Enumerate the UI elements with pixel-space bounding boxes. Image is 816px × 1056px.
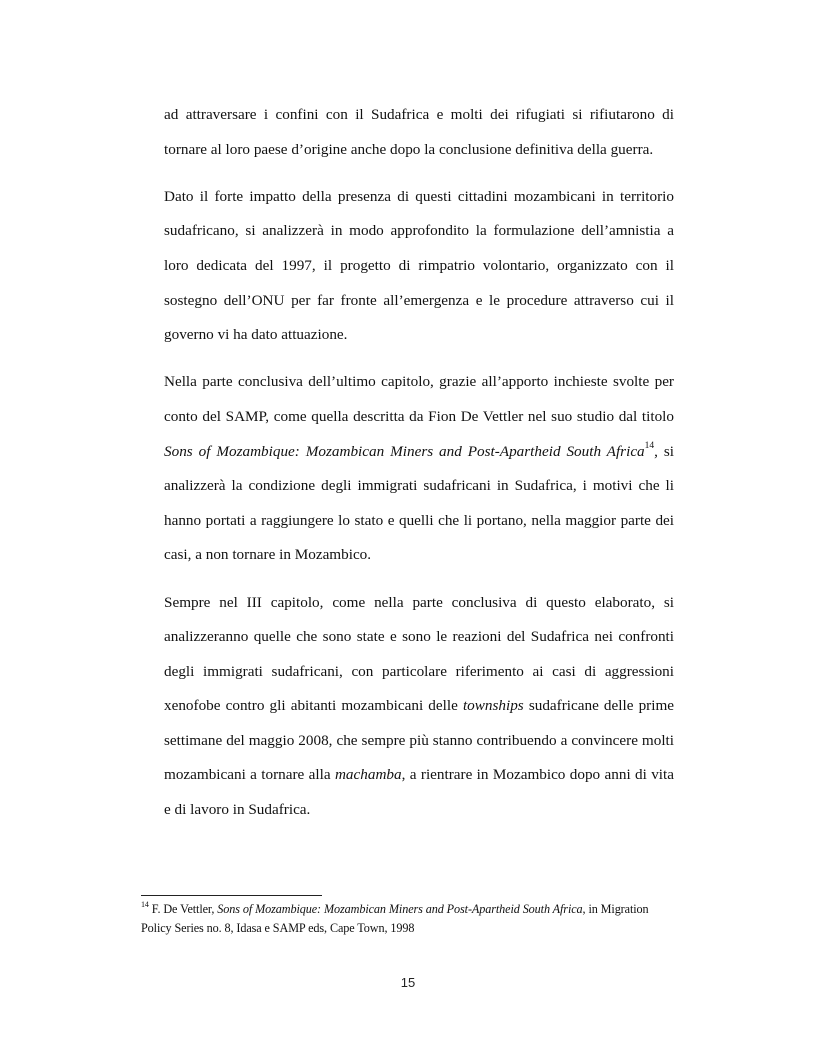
paragraph-text: ad attraversare i confini con il Sudafrica e molti dei rifugiati si rifiutarono di tornare al loro paese d’origine anche dopo la conclusione definitiva della guerra. [164, 106, 674, 158]
footnote-book-title: Sons of Mozambique: Mozambican Miners and Post-Apartheid South Africa [217, 902, 583, 916]
paragraph-text: sudafricane delle prime settimane del maggio 2008, che sempre più stanno contribuendo a convincere molti mozambicani a tornare alla [164, 697, 674, 784]
paragraph [164, 98, 674, 167]
paragraph-text: , si analizzerà la condizione degli immigrati sudafricani in Sudafrica, i motivi che li hanno portati a raggiungere lo stato e quelli che li portano, nella maggior parte dei casi, a non tornare in Mozambico. [164, 442, 674, 564]
paragraph-text: Nella parte conclusiva dell’ultimo capitolo, grazie all’apporto inchieste svolte per conto del SAMP, come quella descritta da Fion De Vettler nel suo studio dal titolo [164, 373, 674, 425]
paragraph [164, 180, 674, 353]
paragraph-text: Sempre nel III capitolo, come nella parte conclusiva di questo elaborato, si analizzeranno quelle che sono state e sono le reazioni del Sudafrica nei confronti degli immigrati sudafricani, con particolare riferimento ai casi di aggressioni xenofobe contro gli abitanti mozambicani delle [164, 593, 674, 715]
footnote-text: F. De Vettler, [148, 902, 218, 916]
book-title: Sons of Mozambique: Mozambican Miners and Post-Apartheid South Africa [164, 442, 645, 460]
paragraph [164, 365, 674, 573]
italic-term: townships [462, 697, 524, 715]
paragraph-text: Dato il forte impatto della presenza di questi cittadini mozambicani in territorio sudafricano, si analizzerà in modo approfondito la formulazione dell’amnistia a loro dedicata del 1997, il progetto di rimpatrio volontario, organizzato con il sostegno dell’ONU per far fronte all’emergenza e le procedure attraverso cui il governo vi ha dato attuazione. [164, 187, 674, 344]
italic-term: machamba [334, 766, 402, 784]
footnote [141, 900, 671, 937]
footnote-number: 14 [141, 899, 149, 909]
page-number: 15 [400, 975, 416, 990]
body-text [164, 98, 674, 828]
footnote-text: , in Migration Policy Series no. 8, Idasa e SAMP eds, Cape Town, 1998 [141, 902, 649, 935]
paragraph-text: , a rientrare in Mozambico dopo anni di vita e di lavoro in Sudafrica. [164, 766, 674, 819]
footnote-divider [141, 895, 322, 896]
paragraph [164, 586, 674, 828]
footnote-reference[interactable]: 14 [644, 441, 655, 452]
